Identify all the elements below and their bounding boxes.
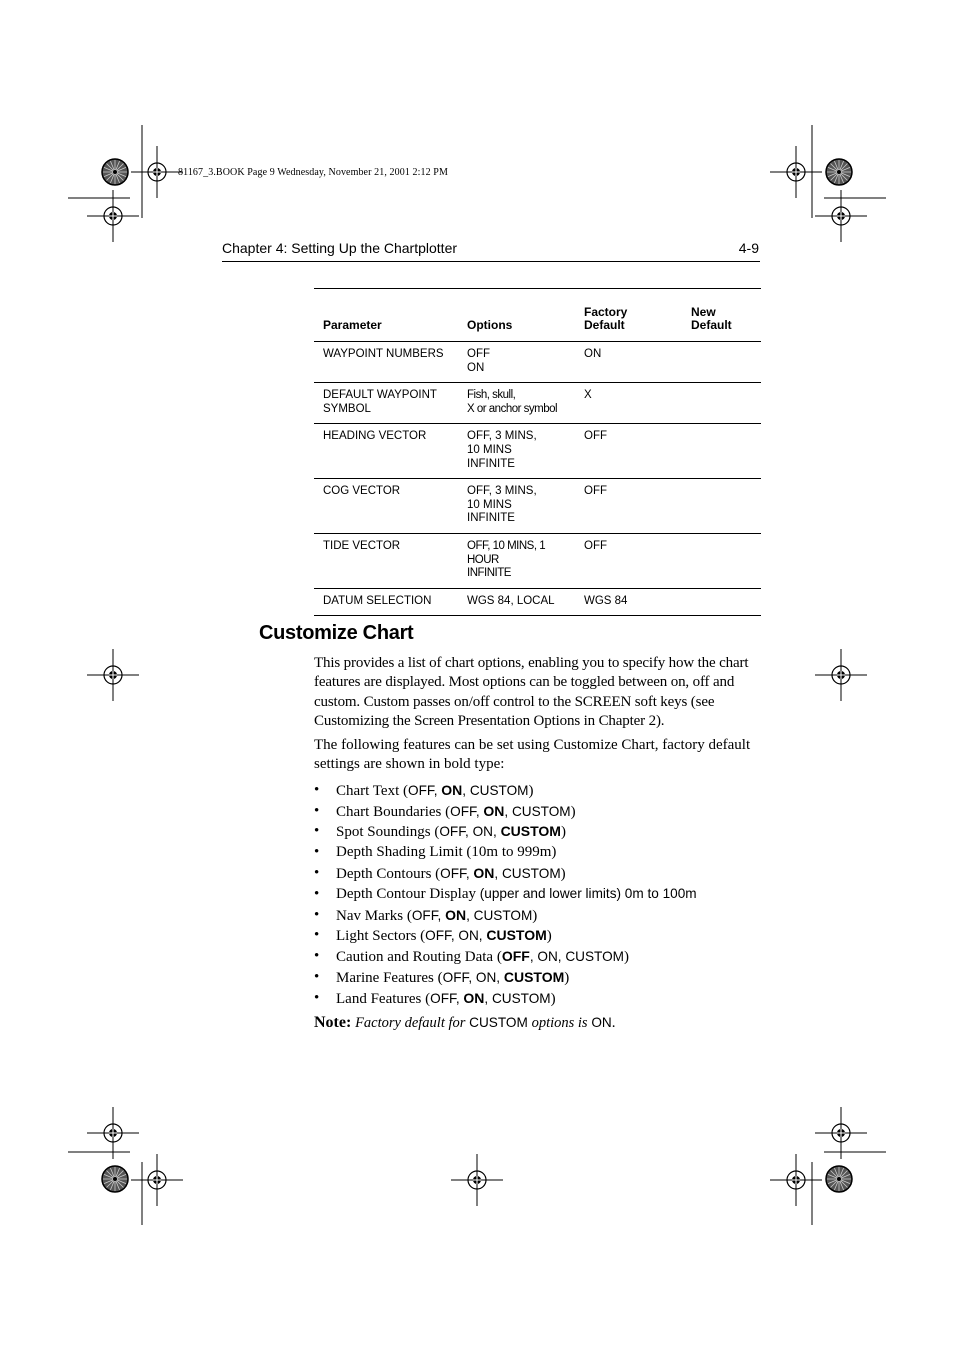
feature-label: Depth Contours (336, 865, 432, 882)
cell-factory-default: OFF (584, 430, 607, 443)
feature-label: Chart Boundaries (336, 803, 442, 820)
option-text: OFF, ON, CUSTOM (411, 906, 533, 923)
table-header-row (314, 289, 761, 342)
bullet-icon: • (314, 823, 320, 840)
note-keyword: CUSTOM (469, 1014, 528, 1030)
list-item: • Nav Marks (OFF, ON, CUSTOM) (314, 906, 538, 924)
cell-new-default (682, 588, 761, 616)
list-item: • Light Sectors (OFF, ON, CUSTOM) (314, 927, 552, 945)
bullet-icon: • (314, 927, 320, 944)
note-keyword: ON (591, 1014, 612, 1030)
option-text: OFF, ON, CUSTOM (425, 927, 547, 944)
option-text: OFF, ON, CUSTOM (442, 968, 565, 985)
feature-label: Depth Contour Display (336, 885, 476, 902)
option-text: OFF, ON, CUSTOM (408, 781, 529, 798)
option-text: OFF, ON, CUSTOM (440, 864, 561, 881)
header-new-default: New Default (691, 304, 732, 333)
feature-list (314, 780, 761, 1009)
cell-parameter: WAYPOINT NUMBERS (323, 348, 444, 360)
feature-label: Marine Features (336, 969, 434, 986)
feature-label: Caution and Routing Data (336, 949, 494, 966)
cell-parameter: TIDE VECTOR (323, 539, 401, 552)
note-label: Note: (314, 1013, 352, 1031)
list-item: • Chart Text (OFF, ON, CUSTOM) (314, 781, 534, 799)
cell-options: OFF ON (467, 348, 490, 374)
note (314, 1013, 761, 1033)
bullet-icon: • (314, 968, 320, 985)
cell-options: OFF, 3 MINS, 10 MINS INFINITE (467, 485, 537, 525)
list-item: • Chart Boundaries (OFF, ON, CUSTOM) (314, 802, 576, 820)
feature-label: Depth Shading Limit (10m to 999m) (336, 844, 557, 861)
list-item: • Caution and Routing Data (OFF, ON, CUSTOM) (314, 948, 629, 966)
cell-new-default (682, 342, 761, 383)
feature-label: Land Features (336, 990, 422, 1007)
cell-parameter: COG VECTOR (323, 485, 401, 498)
bullet-icon: • (314, 802, 320, 819)
option-text: OFF, ON, CUSTOM (501, 948, 624, 965)
feature-label: Light Sectors (336, 928, 417, 945)
cell-options: Fish, skull, X or anchor symbol (467, 389, 558, 415)
intro-paragraph: This provides a list of chart options, enabling you to specify how the chart features are displayed. Most options can be toggled between on, off and custom. Custom passes on/off control to the SCREEN soft keys (see Customizing the Screen Presentation Options in Chapter 2). (314, 655, 749, 729)
table-row (314, 424, 761, 479)
cell-parameter: DEFAULT WAYPOINT SYMBOL (323, 389, 437, 415)
list-item (314, 842, 761, 863)
header-factory-default: Factory Default (584, 304, 628, 333)
page-number: 4-9 (738, 240, 759, 256)
bullet-icon: • (314, 906, 320, 923)
cell-factory-default: OFF (584, 485, 607, 498)
table-row (314, 383, 761, 424)
cell-new-default (682, 383, 761, 424)
note-text: Factory default for (355, 1014, 466, 1031)
print-slug: 81167_3.BOOK Page 9 Wednesday, November 21, 2001 2:12 PM (178, 167, 448, 178)
option-text: OFF, ON, CUSTOM (430, 989, 551, 1006)
bullet-icon: • (314, 885, 320, 902)
bullet-icon: • (314, 989, 320, 1006)
bullet-icon: • (314, 864, 320, 881)
option-text: OFF, ON, CUSTOM (439, 823, 561, 840)
running-header (222, 239, 760, 262)
cell-options: OFF, 3 MINS, 10 MINS INFINITE (467, 430, 537, 470)
header-options: Options (467, 318, 513, 333)
section-body (314, 654, 761, 1033)
feature-label: Spot Soundings (336, 824, 431, 841)
list-item: • Spot Soundings (OFF, ON, CUSTOM) (314, 823, 566, 841)
cell-parameter: DATUM SELECTION (323, 594, 432, 607)
cell-factory-default: X (584, 389, 592, 402)
table-row (314, 479, 761, 534)
cell-factory-default: WGS 84 (584, 594, 628, 607)
bullet-icon: • (314, 781, 320, 798)
list-item: • Land Features (OFF, ON, CUSTOM) (314, 989, 556, 1007)
cell-factory-default: ON (584, 348, 602, 360)
cell-new-default (682, 424, 761, 479)
features-intro-paragraph: The following features can be set using Customize Chart, factory default settings are shown in bold type: (314, 737, 751, 773)
list-item: • Marine Features (OFF, ON, CUSTOM) (314, 968, 570, 986)
chapter-title: Chapter 4: Setting Up the Chartplotter (222, 240, 458, 256)
feature-label: Chart Text (336, 782, 400, 799)
list-item: • Depth Contours (OFF, ON, CUSTOM) (314, 864, 566, 882)
table-row (314, 533, 761, 588)
cell-parameter: HEADING VECTOR (323, 430, 427, 443)
section-title: Customize Chart (259, 622, 414, 644)
bullet-icon: • (314, 948, 320, 965)
cell-factory-default: OFF (584, 539, 607, 552)
cell-options: WGS 84, LOCAL (467, 594, 555, 607)
option-text: OFF, ON, CUSTOM (450, 802, 571, 819)
note-text: options is (531, 1014, 588, 1031)
table-row (314, 342, 761, 383)
note-period: . (611, 1014, 616, 1031)
list-item (314, 884, 761, 905)
feature-label: Nav Marks (336, 907, 404, 924)
table-row (314, 588, 761, 616)
cell-new-default (682, 479, 761, 534)
cell-options: OFF, 10 MINS, 1 HOUR INFINITE (467, 539, 546, 580)
option-text: (upper and lower limits) 0m to 100m (479, 885, 697, 901)
cell-new-default (682, 533, 761, 588)
parameter-table (314, 288, 761, 616)
bullet-icon: • (314, 844, 320, 861)
header-parameter: Parameter (323, 318, 382, 333)
